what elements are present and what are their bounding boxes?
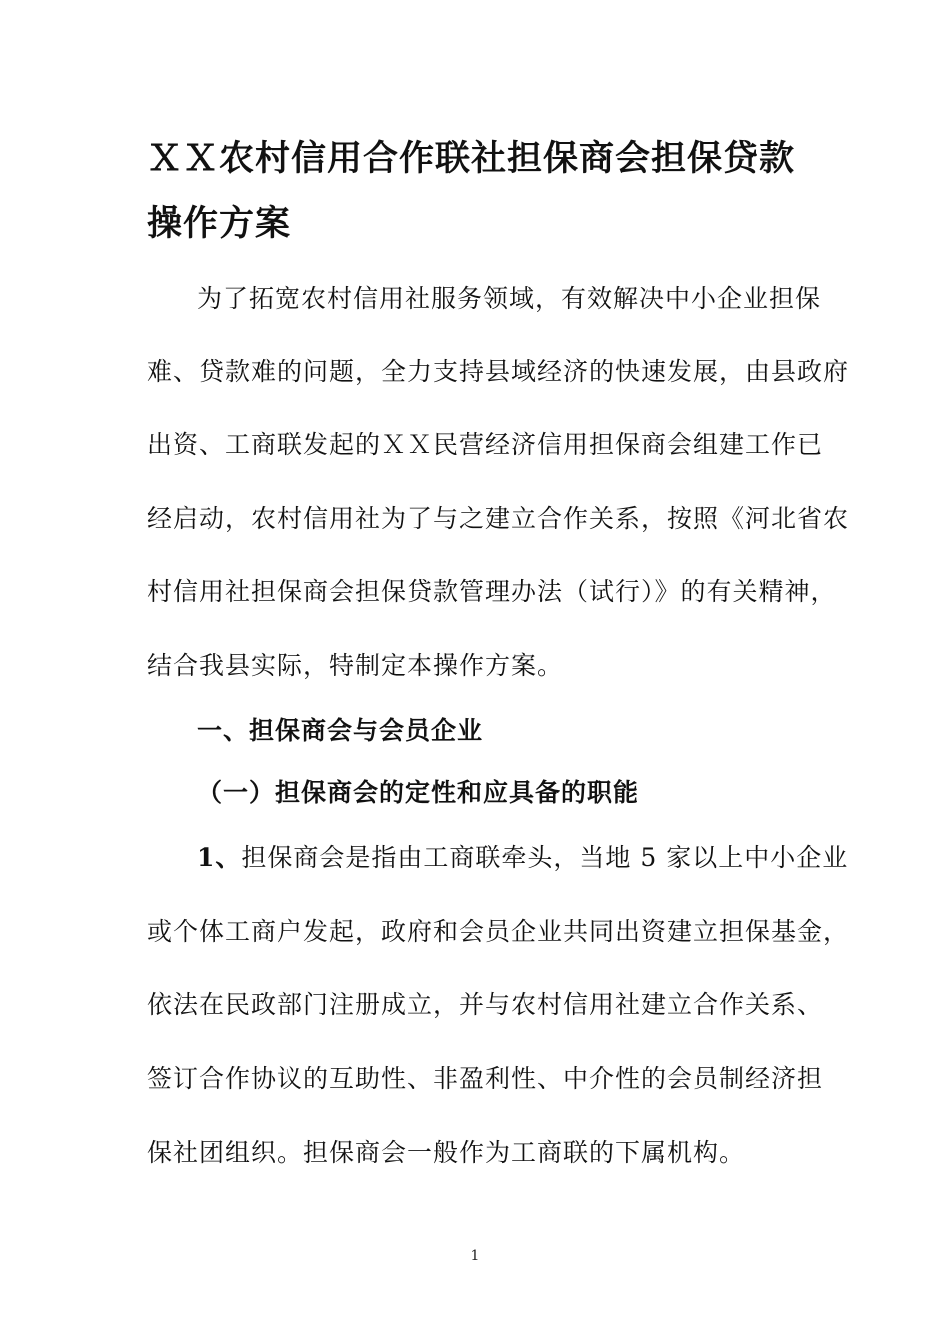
item-1-line-3: 依法在民政部门注册成立，并与农村信用社建立合作关系、 <box>147 990 824 1019</box>
intro-line-4: 经启动，农村信用社为了与之建立合作关系，按照《河北省农 <box>147 504 850 533</box>
intro-line-1: 为了拓宽农村信用社服务领域，有效解决中小企业担保 <box>197 284 822 313</box>
page-number: 1 <box>470 1248 480 1264</box>
item-1-line-4: 签订合作协议的互助性、非盈利性、中介性的会员制经济担 <box>147 1064 824 1093</box>
document-title-line-1: ＸＸ农村信用合作联社担保商会担保贷款 <box>147 138 796 179</box>
item-1-line-5: 保社团组织。担保商会一般作为工商联的下属机构。 <box>147 1138 746 1167</box>
intro-line-5: 村信用社担保商会担保贷款管理办法（试行）》的有关精神， <box>147 577 837 606</box>
item-1-line-1 <box>197 838 848 874</box>
subsection-1-heading: （一）担保商会的定性和应具备的职能 <box>197 778 640 807</box>
intro-line-6: 结合我县实际，特制定本操作方案。 <box>147 651 564 680</box>
document-title-line-2: 操作方案 <box>147 203 292 244</box>
item-1-text: 担保商会是指由工商联牵头，当地 5 家以上中小企业 <box>241 843 849 872</box>
intro-line-3: 出资、工商联发起的ＸＸ民营经济信用担保商会组建工作已 <box>147 430 824 459</box>
item-1-number: 1、 <box>197 843 242 872</box>
section-1-heading: 一、担保商会与会员企业 <box>197 716 484 745</box>
item-1-line-2: 或个体工商户发起，政府和会员企业共同出资建立担保基金， <box>147 917 850 946</box>
intro-line-2: 难、贷款难的问题，全力支持县域经济的快速发展，由县政府 <box>147 357 850 386</box>
